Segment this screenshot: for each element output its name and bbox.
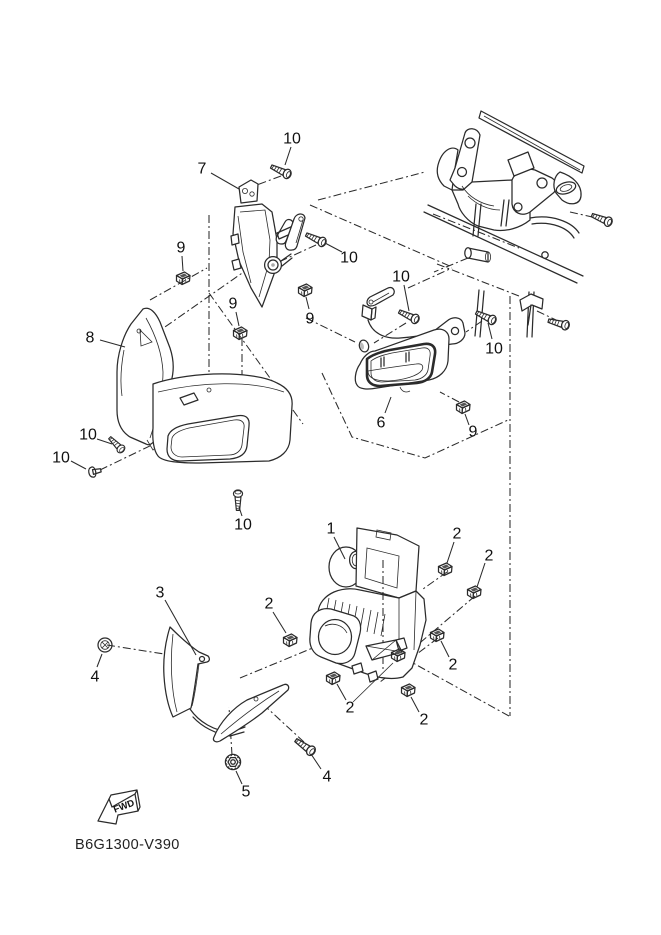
callout-leader-line: [236, 312, 239, 326]
callout-label-8: 8: [85, 329, 95, 347]
side-panel-right: [355, 318, 465, 392]
callout-label-9: 9: [228, 295, 238, 313]
callout-leader-line: [311, 754, 321, 769]
push-rivet-icon: [88, 465, 102, 478]
clip-nut-icon: [299, 284, 313, 297]
callout-label-6: 6: [376, 414, 386, 432]
fwd-arrow-label: FWD: [112, 797, 137, 816]
callout-leader-line: [306, 297, 309, 309]
callout-label-1: 1: [326, 520, 336, 538]
screw-icon: [547, 316, 570, 331]
clip-nut-icon: [431, 629, 445, 642]
callout-label-7: 7: [197, 160, 207, 178]
callout-leader-line: [385, 397, 391, 413]
screw-icon: [474, 308, 497, 326]
callout-leader-line: [477, 563, 485, 587]
callout-leader-line: [273, 612, 286, 633]
callout-leader-line: [236, 771, 242, 784]
callout-label-2: 2: [419, 711, 429, 729]
callout-leader-line: [97, 654, 102, 667]
callout-leader-line: [71, 461, 86, 469]
clip-nut-icon: [327, 672, 341, 685]
callout-label-9: 9: [468, 423, 478, 441]
frame-bracket: [424, 111, 584, 337]
callout-label-10: 10: [392, 268, 410, 286]
screw-icon: [269, 162, 292, 180]
callout-leader-line: [182, 256, 183, 271]
screw-icon: [233, 490, 242, 510]
callout-leader-line: [411, 697, 419, 712]
callout-leader-line: [211, 173, 239, 189]
front-center-panel: [153, 374, 292, 463]
callout-label-10: 10: [283, 130, 301, 148]
callout-label-9: 9: [305, 310, 315, 328]
callout-label-5: 5: [241, 783, 251, 801]
callout-label-2: 2: [484, 547, 494, 565]
callout-label-2: 2: [264, 595, 274, 613]
callout-leader-line: [447, 542, 454, 563]
headlight-stay-bracket: [231, 180, 305, 307]
callout-label-4: 4: [322, 768, 332, 786]
callout-label-10: 10: [340, 249, 358, 267]
callout-leader-line: [488, 323, 492, 339]
callout-label-10: 10: [79, 426, 97, 444]
callout-label-10: 10: [234, 516, 252, 534]
callout-leader-line: [441, 641, 449, 657]
callout-label-10: 10: [52, 449, 70, 467]
screw-icon: [293, 736, 317, 757]
flange-nut-icon: [225, 754, 240, 769]
screw-icon: [107, 435, 127, 455]
fwd-arrow: [98, 790, 140, 824]
clip-nut-icon: [457, 401, 471, 414]
callout-label-2: 2: [452, 525, 462, 543]
drawing-code: B6G1300-V390: [75, 837, 180, 853]
callout-label-3: 3: [155, 584, 165, 602]
lower-cowl: [164, 627, 289, 742]
callout-label-4: 4: [90, 668, 100, 686]
callout-label-2: 2: [448, 656, 458, 674]
callout-leader-line: [404, 285, 409, 311]
callout-label-2: 2: [345, 699, 355, 717]
callout-leader-line: [285, 147, 291, 165]
callout-leader-line: [239, 507, 242, 516]
callout-leader-line: [337, 684, 346, 700]
callout-label-10: 10: [485, 340, 503, 358]
clip-nut-icon: [234, 327, 248, 340]
screw-icon: [590, 211, 613, 228]
clip-nut-icon: [402, 684, 416, 697]
callout-label-9: 9: [176, 239, 186, 257]
clip-nut-icon: [284, 634, 298, 647]
